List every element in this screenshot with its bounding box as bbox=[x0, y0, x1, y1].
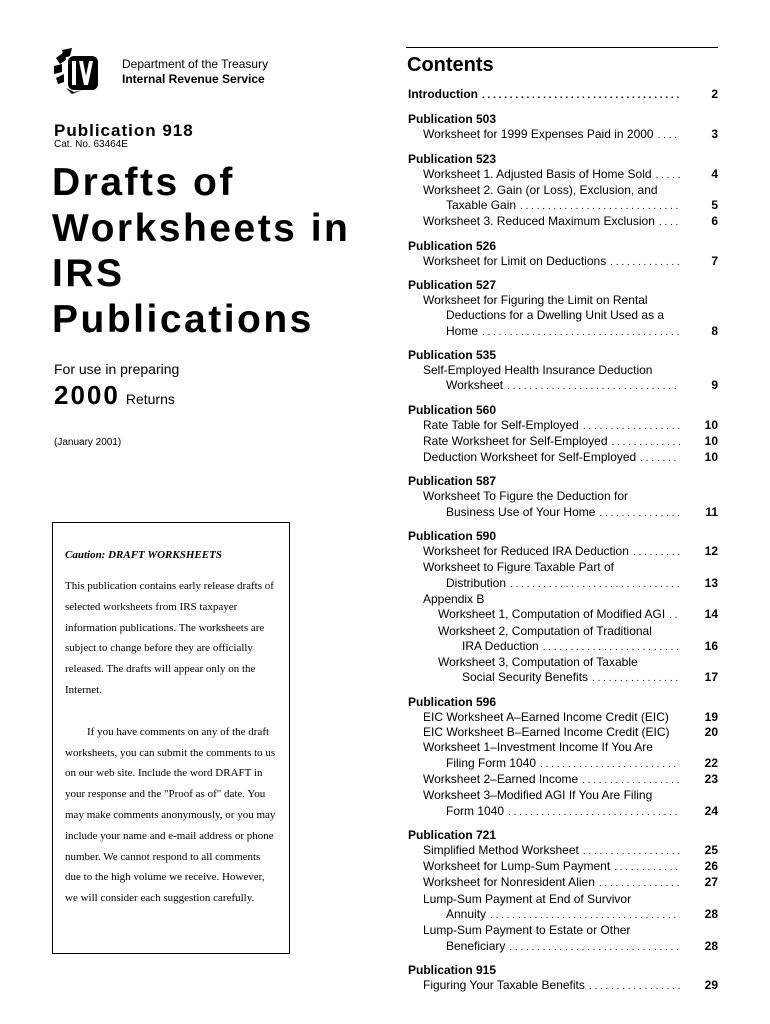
toc-entry-label: Worksheet 1, Computation of Modified AGI bbox=[438, 607, 666, 622]
department-name: Department of the Treasury bbox=[122, 57, 269, 71]
returns-label: Returns bbox=[125, 391, 175, 407]
toc-section-heading: Publication 535 bbox=[408, 347, 497, 362]
toc-page-number: 19 bbox=[704, 709, 718, 724]
toc-entry-label: Filing Form 1040 bbox=[446, 755, 537, 770]
toc-section-heading: Publication 596 bbox=[408, 694, 497, 709]
toc-entry-label: Home bbox=[446, 323, 479, 338]
tax-year: 2000 bbox=[54, 380, 120, 410]
leader-dots bbox=[543, 640, 680, 655]
for-use-text: For use in preparing bbox=[54, 361, 180, 377]
leader-dots bbox=[658, 128, 680, 143]
toc-page-number: 24 bbox=[704, 803, 718, 818]
toc-entry-label: Worksheet 2–Earned Income bbox=[423, 771, 579, 786]
toc-page-number: 14 bbox=[704, 607, 718, 622]
toc-section-heading: Publication 527 bbox=[408, 278, 497, 293]
toc-section-heading: Publication 560 bbox=[408, 402, 497, 417]
toc-entry-label: Introduction bbox=[408, 87, 478, 101]
leader-dots bbox=[582, 773, 680, 788]
toc-entry-label: Worksheet bbox=[446, 378, 504, 393]
toc-page-number: 28 bbox=[704, 938, 718, 953]
toc-page-number: 13 bbox=[704, 575, 718, 590]
toc-entry[interactable] bbox=[408, 560, 718, 592]
leader-dots bbox=[540, 757, 680, 772]
toc-section-heading: Publication 721 bbox=[408, 827, 497, 842]
irs-eagle-logo-icon bbox=[52, 48, 102, 94]
toc-page-number: 27 bbox=[704, 875, 718, 890]
toc-entry[interactable] bbox=[408, 489, 718, 521]
toc-entry-label: Beneficiary bbox=[446, 938, 506, 953]
leader-dots bbox=[614, 860, 680, 875]
toc-entry-label: Worksheet 3, Computation of Taxable bbox=[438, 655, 638, 670]
toc-entry-label: Worksheet for Lump-Sum Payment bbox=[423, 859, 611, 874]
toc-page-number: 10 bbox=[704, 433, 718, 448]
toc-entry[interactable] bbox=[408, 544, 718, 560]
toc-entry-label: Deduction Worksheet for Self-Employed bbox=[423, 450, 637, 465]
toc-page-number: 5 bbox=[711, 198, 718, 213]
toc-entry-label: Appendix B bbox=[423, 591, 485, 606]
toc-entry-label: Lump-Sum Payment to Estate or Other bbox=[423, 923, 631, 938]
leader-dots bbox=[656, 168, 680, 183]
caution-paragraph-1: This publication contains early release drafts of selected worksheets from IRS taxpayer information publications. The worksheets are subject to change before they are officially released. The drafts will appear only on the Internet. bbox=[65, 580, 274, 696]
toc-entry[interactable] bbox=[408, 363, 718, 395]
toc-entry-label: IRA Deduction bbox=[462, 638, 539, 653]
leader-dots bbox=[610, 255, 680, 270]
toc-entry[interactable] bbox=[408, 725, 718, 740]
agency-name: Internal Revenue Service bbox=[122, 72, 265, 86]
publication-number: Publication 918 bbox=[54, 121, 194, 140]
toc-entry[interactable] bbox=[408, 127, 718, 143]
caution-box bbox=[52, 522, 290, 954]
toc-entry-label: EIC Worksheet A–Earned Income Credit (EIC) bbox=[423, 709, 669, 724]
toc-entry[interactable] bbox=[408, 710, 718, 725]
caution-title: Caution: DRAFT WORKSHEETS bbox=[65, 549, 222, 561]
toc-page-number: 17 bbox=[704, 670, 718, 685]
toc-entry-label: Distribution bbox=[446, 575, 507, 590]
leader-dots bbox=[589, 979, 680, 994]
toc-entry-label: Worksheet for Figuring the Limit on Rental bbox=[423, 293, 648, 308]
toc-entry[interactable] bbox=[408, 923, 718, 955]
toc-section-heading: Publication 523 bbox=[408, 151, 497, 166]
toc-entry-label: Worksheet 2, Computation of Traditional bbox=[438, 623, 652, 638]
caution-paragraph-2: If you have comments on any of the draft worksheets, you can submit the comments to us on our web site. Include the word DRAFT in your response and the "Proof as of" date. You may make comments anonymously, or you may include your name and e-mail address or phone number. We cannot respond to all comments due to the high volume we receive. However, we will consider each suggestion carefully. bbox=[65, 725, 276, 905]
toc-entry-label: Worksheet 3–Modified AGI If You Are Filing bbox=[423, 788, 653, 803]
toc-entry[interactable] bbox=[408, 875, 718, 891]
toc-entry[interactable] bbox=[408, 592, 718, 607]
toc-entry[interactable] bbox=[408, 772, 718, 788]
leader-dots bbox=[507, 379, 680, 394]
leader-dots bbox=[510, 577, 680, 592]
toc-entry-label: EIC Worksheet B–Earned Income Credit (EIC) bbox=[423, 725, 670, 740]
toc-entry[interactable] bbox=[408, 788, 718, 820]
toc-entry-label: Simplified Method Worksheet bbox=[423, 842, 579, 857]
leader-dots bbox=[659, 215, 680, 230]
toc-entry[interactable] bbox=[408, 254, 718, 270]
toc-entry-introduction[interactable] bbox=[408, 87, 718, 103]
toc-section-heading: Publication 526 bbox=[408, 238, 497, 253]
leader-dots bbox=[509, 940, 680, 955]
toc-entry[interactable] bbox=[408, 183, 718, 215]
toc-entry[interactable] bbox=[408, 450, 718, 466]
leader-dots bbox=[490, 908, 680, 923]
toc-page-number: 10 bbox=[704, 450, 718, 465]
contents-divider bbox=[406, 47, 718, 48]
toc-entry-label: Worksheet 2. Gain (or Loss), Exclusion, and bbox=[423, 182, 658, 197]
leader-dots bbox=[633, 545, 680, 560]
leader-dots bbox=[482, 88, 680, 103]
toc-entry[interactable] bbox=[408, 624, 718, 656]
toc-entry-label: Business Use of Your Home bbox=[446, 504, 596, 519]
toc-page-number: 20 bbox=[704, 725, 718, 740]
toc-page-number: 10 bbox=[704, 417, 718, 432]
leader-dots bbox=[592, 671, 680, 686]
toc-entry[interactable] bbox=[408, 978, 718, 994]
catalog-number: Cat. No. 63464E bbox=[54, 139, 128, 150]
toc-entry-label: Worksheet to Figure Taxable Part of bbox=[423, 560, 614, 575]
leader-dots bbox=[583, 419, 680, 434]
toc-page-number: 3 bbox=[711, 127, 718, 142]
toc-entry[interactable] bbox=[408, 293, 718, 340]
toc-entry-label: Worksheet To Figure the Deduction for bbox=[423, 489, 628, 504]
toc-page-number: 25 bbox=[704, 842, 718, 857]
toc-page-number: 29 bbox=[704, 977, 718, 992]
toc-page-number: 9 bbox=[711, 378, 718, 393]
leader-dots bbox=[599, 506, 680, 521]
toc-entry[interactable] bbox=[408, 859, 718, 875]
toc-entry-label: Form 1040 bbox=[446, 803, 505, 818]
toc-entry[interactable] bbox=[408, 434, 718, 450]
toc-entry-label: Worksheet for Limit on Deductions bbox=[423, 253, 607, 268]
toc-page-number: 16 bbox=[704, 638, 718, 653]
leader-dots bbox=[482, 325, 680, 340]
toc-section-heading: Publication 587 bbox=[408, 474, 497, 489]
toc-entry-label: Worksheet for Reduced IRA Deduction bbox=[423, 544, 629, 559]
toc-page-number: 8 bbox=[711, 323, 718, 338]
toc-entry-label: Taxable Gain bbox=[446, 198, 517, 213]
toc-entry-label: Worksheet 3. Reduced Maximum Exclusion bbox=[423, 214, 655, 229]
table-of-contents bbox=[408, 85, 718, 994]
agency-block bbox=[122, 57, 268, 87]
toc-entry-label: Deductions for a Dwelling Unit Used as a bbox=[446, 308, 665, 323]
toc-page-number: 26 bbox=[704, 859, 718, 874]
tax-year-line bbox=[54, 380, 175, 411]
toc-entry-label: Annuity bbox=[446, 906, 487, 921]
toc-page-number: 12 bbox=[704, 544, 718, 559]
toc-page-number: 28 bbox=[704, 906, 718, 921]
toc-entry-label: Lump-Sum Payment at End of Survivor bbox=[423, 891, 632, 906]
toc-entry[interactable] bbox=[408, 655, 718, 687]
toc-entry[interactable] bbox=[408, 607, 718, 623]
toc-section-heading: Publication 915 bbox=[408, 962, 497, 977]
publication-date: (January 2001) bbox=[54, 437, 122, 448]
toc-page-number: 22 bbox=[704, 755, 718, 770]
toc-section-heading: Publication 503 bbox=[408, 112, 497, 127]
toc-entry[interactable] bbox=[408, 843, 718, 859]
toc-entry-label: Worksheet for Nonresident Alien bbox=[423, 875, 595, 890]
leader-dots bbox=[612, 435, 680, 450]
toc-page-number: 7 bbox=[711, 253, 718, 268]
toc-page-number: 4 bbox=[711, 166, 718, 181]
leader-dots bbox=[508, 805, 680, 820]
leader-dots bbox=[669, 608, 680, 623]
contents-heading: Contents bbox=[407, 54, 494, 76]
toc-entry[interactable] bbox=[408, 214, 718, 230]
toc-entry-label: Worksheet 1–Investment Income If You Are bbox=[423, 740, 653, 755]
toc-entry-label: Worksheet for 1999 Expenses Paid in 2000 bbox=[423, 127, 654, 142]
toc-entry[interactable] bbox=[408, 740, 718, 772]
toc-entry-label: Figuring Your Taxable Benefits bbox=[423, 977, 585, 992]
toc-entry[interactable] bbox=[408, 892, 718, 924]
leader-dots bbox=[640, 451, 680, 466]
leader-dots bbox=[583, 844, 680, 859]
toc-entry-label: Social Security Benefits bbox=[462, 670, 589, 685]
toc-page-number: 2 bbox=[711, 87, 718, 101]
toc-page-number: 11 bbox=[705, 504, 718, 519]
toc-entry-label: Rate Worksheet for Self-Employed bbox=[423, 433, 608, 448]
toc-page-number: 6 bbox=[711, 214, 718, 229]
toc-entry-label: Rate Table for Self-Employed bbox=[423, 417, 579, 432]
toc-entry-label: Worksheet 1. Adjusted Basis of Home Sold bbox=[423, 166, 652, 181]
document-title: Drafts of Worksheets in IRS Publications bbox=[52, 161, 351, 341]
toc-entry[interactable] bbox=[408, 418, 718, 434]
leader-dots bbox=[599, 876, 680, 891]
leader-dots bbox=[520, 199, 680, 214]
toc-entry-label: Self-Employed Health Insurance Deduction bbox=[423, 362, 653, 377]
toc-entry[interactable] bbox=[408, 167, 718, 183]
toc-section-heading: Publication 590 bbox=[408, 529, 497, 544]
toc-page-number: 23 bbox=[704, 771, 718, 786]
